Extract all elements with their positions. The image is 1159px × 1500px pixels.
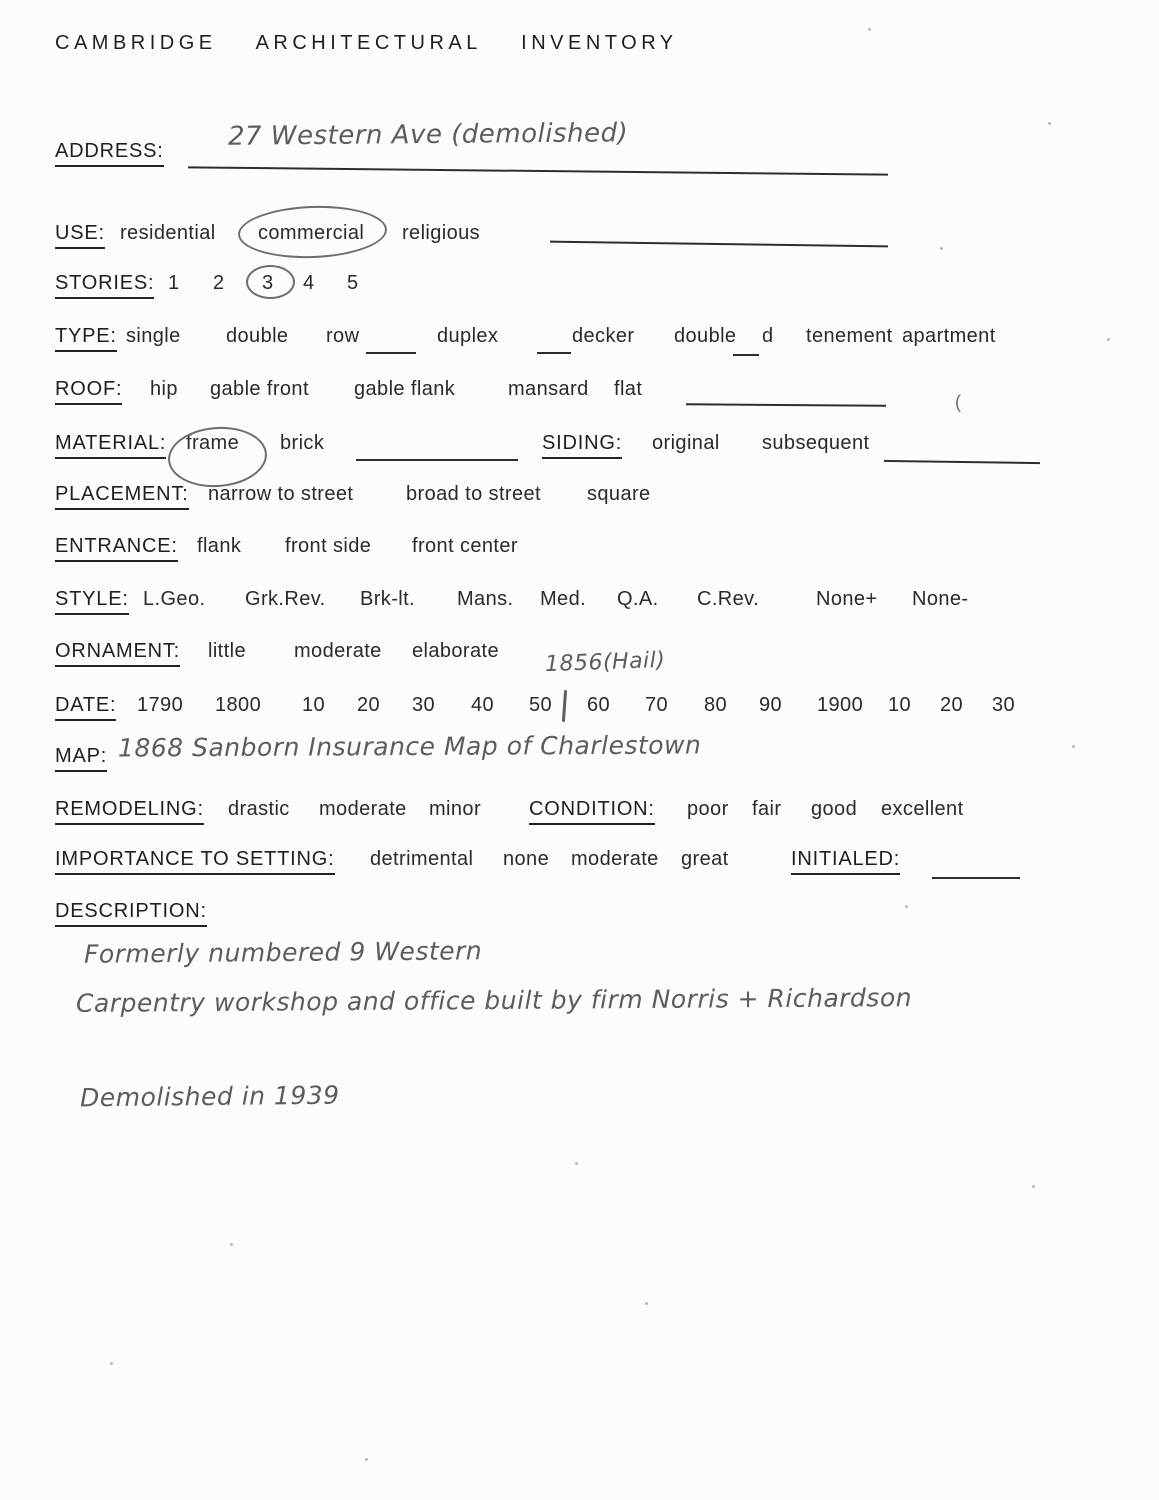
option-date-10: 10 <box>302 694 326 716</box>
description-line-3: Demolished in 1939 <box>79 1080 340 1113</box>
option-drastic: drastic <box>228 798 290 820</box>
option-gable-front: gable front <box>210 378 309 400</box>
scan-speck <box>365 1458 368 1461</box>
page-title: CAMBRIDGE ARCHITECTURAL INVENTORY <box>55 32 678 54</box>
description-line-1: Formerly numbered 9 Western <box>83 936 483 969</box>
option-duplex: duplex <box>437 325 499 347</box>
option-qa: Q.A. <box>617 588 659 610</box>
address-value-handwritten: 27 Western Ave (demolished) <box>227 118 629 152</box>
option-stories-5: 5 <box>347 272 359 294</box>
option-apartment: apartment <box>902 325 996 347</box>
option-double: double <box>226 325 289 347</box>
option-none-plus: None+ <box>816 588 878 610</box>
field-roof-label: ROOF: <box>55 378 122 405</box>
field-roof <box>0 378 1159 412</box>
option-date-90: 90 <box>759 694 783 716</box>
field-entrance <box>0 535 1159 569</box>
option-religious: religious <box>402 222 481 244</box>
field-condition-label: CONDITION: <box>529 798 655 825</box>
scan-speck <box>575 1162 578 1165</box>
scan-speck <box>1048 122 1051 125</box>
field-address-label: ADDRESS: <box>55 140 164 167</box>
option-square: square <box>587 483 651 505</box>
option-stories-4: 4 <box>303 272 315 294</box>
option-stories-1: 1 <box>168 272 180 294</box>
option-broad-to-street: broad to street <box>406 483 541 505</box>
option-date-1900: 1900 <box>817 694 864 716</box>
field-style-label: STYLE: <box>55 588 129 615</box>
option-original: original <box>652 432 720 454</box>
field-use <box>0 222 1159 256</box>
scan-speck <box>1072 745 1075 748</box>
option-lgeo: L.Geo. <box>143 588 206 610</box>
field-date-label: DATE: <box>55 694 116 721</box>
option-date-30: 30 <box>412 694 436 716</box>
scan-speck <box>1032 1185 1035 1188</box>
field-map-label: MAP: <box>55 745 107 772</box>
option-date-1790: 1790 <box>137 694 184 716</box>
field-material-label: MATERIAL: <box>55 432 166 459</box>
option-none-minus: None- <box>912 588 969 610</box>
option-date-20: 20 <box>357 694 381 716</box>
option-great: great <box>681 848 729 870</box>
option-front-side: front side <box>285 535 372 557</box>
option-date-70: 70 <box>645 694 669 716</box>
option-brklt: Brk-lt. <box>360 588 416 610</box>
option-residential: residential <box>120 222 216 244</box>
option-double-2: double <box>674 325 737 347</box>
option-flank: flank <box>197 535 242 557</box>
option-date-1910: 10 <box>888 694 912 716</box>
option-flat: flat <box>614 378 643 400</box>
scan-speck <box>905 905 908 908</box>
option-moderate: moderate <box>294 640 382 662</box>
field-type <box>0 325 1159 359</box>
option-date-1800: 1800 <box>215 694 262 716</box>
option-row: row <box>326 325 360 347</box>
option-brick: brick <box>280 432 325 454</box>
option-poor: poor <box>687 798 729 820</box>
scan-speck <box>110 1362 113 1365</box>
scan-speck <box>1107 338 1110 341</box>
option-mansard: mansard <box>508 378 589 400</box>
scan-speck <box>940 247 943 250</box>
field-stories <box>0 272 1159 306</box>
field-use-label: USE: <box>55 222 105 249</box>
option-little: little <box>208 640 246 662</box>
field-siding-label: SIDING: <box>542 432 622 459</box>
scan-speck <box>230 1243 233 1246</box>
option-date-80: 80 <box>704 694 728 716</box>
ornament-annotation-handwritten: 1856(Hail) <box>544 647 666 678</box>
option-gable-flank: gable flank <box>354 378 456 400</box>
field-remodeling-label: REMODELING: <box>55 798 204 825</box>
option-grkrev: Grk.Rev. <box>245 588 326 610</box>
type-blank-double-d <box>733 354 759 356</box>
option-frame: frame <box>186 432 240 454</box>
map-value-handwritten: 1868 Sanborn Insurance Map of Charlestown <box>117 730 702 763</box>
option-minor: minor <box>429 798 482 820</box>
option-decker: decker <box>572 325 635 347</box>
option-date-1930: 30 <box>992 694 1016 716</box>
option-hip: hip <box>150 378 178 400</box>
option-mans: Mans. <box>457 588 514 610</box>
option-d: d <box>762 325 774 347</box>
option-med: Med. <box>540 588 587 610</box>
option-subsequent: subsequent <box>762 432 870 454</box>
field-placement <box>0 483 1159 517</box>
option-date-1920: 20 <box>940 694 964 716</box>
option-moderate-importance: moderate <box>571 848 659 870</box>
option-tenement: tenement <box>806 325 893 347</box>
material-blank-line <box>356 459 518 461</box>
option-date-40: 40 <box>471 694 495 716</box>
pencil-circle-stories-3 <box>246 265 295 299</box>
option-commercial: commercial <box>258 222 365 244</box>
option-excellent: excellent <box>881 798 964 820</box>
field-date <box>0 694 1159 728</box>
option-date-60: 60 <box>587 694 611 716</box>
option-good: good <box>811 798 858 820</box>
field-stories-label: STORIES: <box>55 272 154 299</box>
field-description <box>0 900 1159 934</box>
option-elaborate: elaborate <box>412 640 499 662</box>
option-stories-3: 3 <box>262 272 274 294</box>
option-moderate-remodeling: moderate <box>319 798 407 820</box>
field-importance-label: IMPORTANCE TO SETTING: <box>55 848 335 875</box>
option-narrow-to-street: narrow to street <box>208 483 354 505</box>
option-crev: C.Rev. <box>697 588 760 610</box>
option-stories-2: 2 <box>213 272 225 294</box>
field-entrance-label: ENTRANCE: <box>55 535 178 562</box>
description-line-2: Carpentry workshop and office built by firm Norris + Richardson <box>75 983 913 1018</box>
option-single: single <box>126 325 181 347</box>
field-placement-label: PLACEMENT: <box>55 483 189 510</box>
scan-speck <box>645 1302 648 1305</box>
field-description-label: DESCRIPTION: <box>55 900 207 927</box>
scan-speck <box>868 28 871 31</box>
option-front-center: front center <box>412 535 518 557</box>
stray-paren-mark: ( <box>955 392 961 412</box>
field-ornament-label: ORNAMENT: <box>55 640 180 667</box>
option-fair: fair <box>752 798 782 820</box>
option-date-50: 50 <box>529 694 553 716</box>
option-none: none <box>503 848 550 870</box>
type-blank-row <box>366 352 416 354</box>
field-remodeling <box>0 798 1159 832</box>
field-style <box>0 588 1159 622</box>
type-blank-decker <box>537 352 571 354</box>
field-initialed-label: INITIALED: <box>791 848 900 875</box>
option-detrimental: detrimental <box>370 848 474 870</box>
field-type-label: TYPE: <box>55 325 117 352</box>
initialed-blank-line <box>932 877 1020 879</box>
